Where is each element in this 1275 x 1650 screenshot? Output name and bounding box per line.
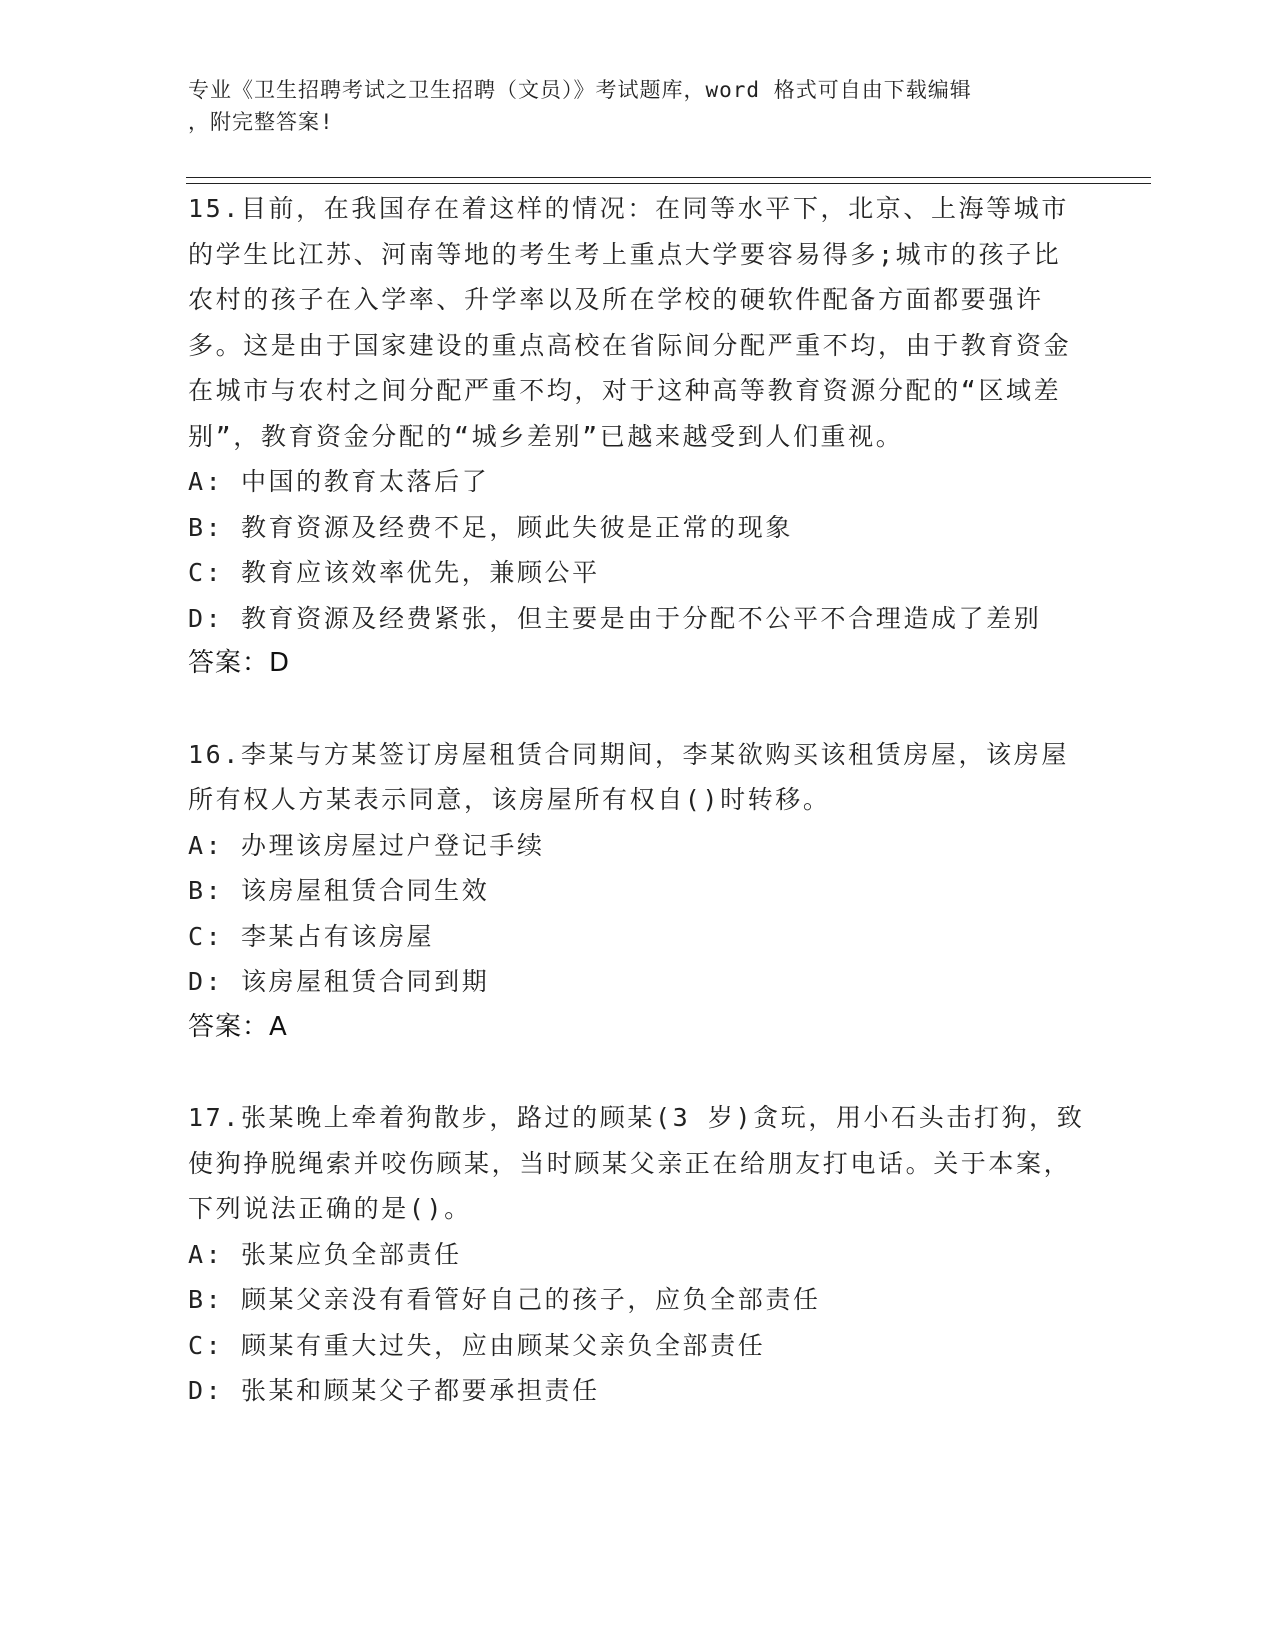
header-line-2: ，附完整答案! xyxy=(188,110,334,134)
option-b: B: 教育资源及经费不足，顾此失彼是正常的现象 xyxy=(188,512,793,542)
question-list xyxy=(188,186,1088,1459)
option-c: C: 教育应该效率优先，兼顾公平 xyxy=(188,558,600,587)
option-c: C: 李某占有该房屋 xyxy=(188,921,435,951)
question-stem: 15.目前，在我国存在着这样的情况：在同等水平下，北京、上海等城市的学生比江苏、河南等地的考生考上重点大学要容易得多;城市的孩子比农村的孩子在入学率、升学率以及所在学校的硬软件配备方面都要强许多。这是由于国家建设的重点高校在省际间分配严重不均，由于教育资金在城市与农村之间分配严重不均，对于这种高等教育资源分配的“区域差别”，教育资金分配的“城乡差别”已越来越受到人们重视。 xyxy=(188,194,1072,451)
answer-line: 答案：D xyxy=(188,648,291,678)
option-a: A: 办理该房屋过户登记手续 xyxy=(188,830,545,860)
question-stem: 16.李某与方某签订房屋租赁合同期间，李某欲购买该租赁房屋，该房屋所有权人方某表示同意，该房屋所有权自()时转移。 xyxy=(188,739,1069,814)
option-b: B: 该房屋租赁合同生效 xyxy=(188,876,490,905)
option-d: D: 该房屋租赁合同到期 xyxy=(188,967,490,996)
answer-line: 答案：A xyxy=(188,1011,288,1042)
option-d: D: 张某和顾某父子都要承担责任 xyxy=(188,1376,600,1405)
document-header xyxy=(188,74,1068,138)
option-a: A: 张某应负全部责任 xyxy=(188,1239,462,1269)
header-line-1: 专业《卫生招聘考试之卫生招聘（文员）》考试题库，word 格式可自由下载编辑 xyxy=(188,78,972,102)
option-d: D: 教育资源及经费紧张，但主要是由于分配不公平不合理造成了差别 xyxy=(188,603,1042,633)
question-16 xyxy=(188,732,1088,1051)
header-divider-top xyxy=(186,177,1151,178)
option-c: C: 顾某有重大过失，应由顾某父亲负全部责任 xyxy=(188,1330,766,1360)
question-15 xyxy=(188,186,1088,687)
question-17 xyxy=(188,1095,1088,1414)
header-divider-bottom xyxy=(186,183,1151,184)
option-b: B: 顾某父亲没有看管好自己的孩子，应负全部责任 xyxy=(188,1285,821,1314)
question-stem: 17.张某晚上牵着狗散步，路过的顾某(3 岁)贪玩，用小石头击打狗，致使狗挣脱绳索并咬伤顾某，当时顾某父亲正在给朋友打电话。关于本案，下列说法正确的是()。 xyxy=(188,1103,1085,1223)
option-a: A: 中国的教育太落后了 xyxy=(188,467,490,496)
